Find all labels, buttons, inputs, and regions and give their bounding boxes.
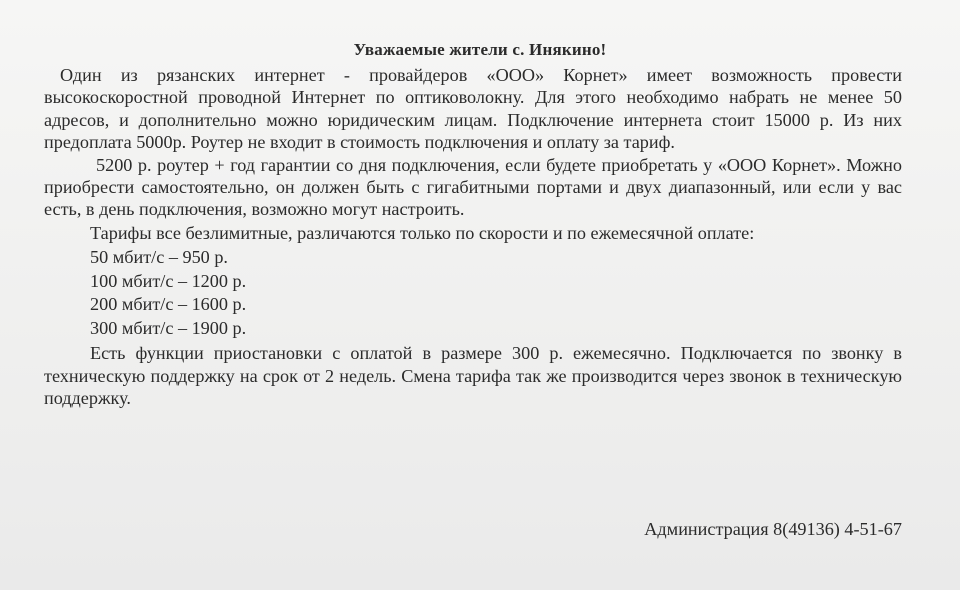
notice-title: Уважаемые жители с. Инякино!: [353, 40, 607, 59]
paragraph-provider: Один из рязанских интернет - провайдеров «ООО» Корнет» имеет возможность провести высокоскоростной проводной Интернет по оптиковолокну. Для этого необходимо набрать не менее 50 адресов, и дополнительно можно юридическим лицам. Подключение интернета стоит 15000 р. Из них предоплата 5000р. Роутер не входит в стоимость подключения и оплату за тариф.: [44, 65, 902, 153]
tariffs-intro: Тарифы все безлимитные, различаются только по скорости и по ежемесячной оплате:: [90, 222, 755, 243]
signature: Администрация 8(49136) 4-51-67: [644, 519, 902, 539]
tariff-item: 50 мбит/с – 950 р.: [90, 247, 228, 268]
tariff-list: [90, 246, 902, 340]
tariff-item: 200 мбит/с – 1600 р.: [90, 294, 247, 315]
tariff-item: 100 мбит/с – 1200 р.: [90, 270, 247, 291]
paragraph-suspension: Есть функции приостановки с оплатой в размере 300 р. ежемесячно. Подключается по звонку в техническую поддержку на срок от 2 недель. Смена тарифа так же производится через звонок в техническую поддержку.: [44, 343, 902, 409]
notice-body: [44, 64, 902, 409]
tariff-item: 300 мбит/с – 1900 р.: [90, 317, 247, 338]
paragraph-router: 5200 р. роутер + год гарантии со дня подключения, если будете приобретать у «ООО Корнет». Можно приобрести самостоятельно, он должен быть с гигабитными портами и двух диапазонный, или если у вас есть, в день подключения, возможно могут настроить.: [44, 154, 902, 220]
